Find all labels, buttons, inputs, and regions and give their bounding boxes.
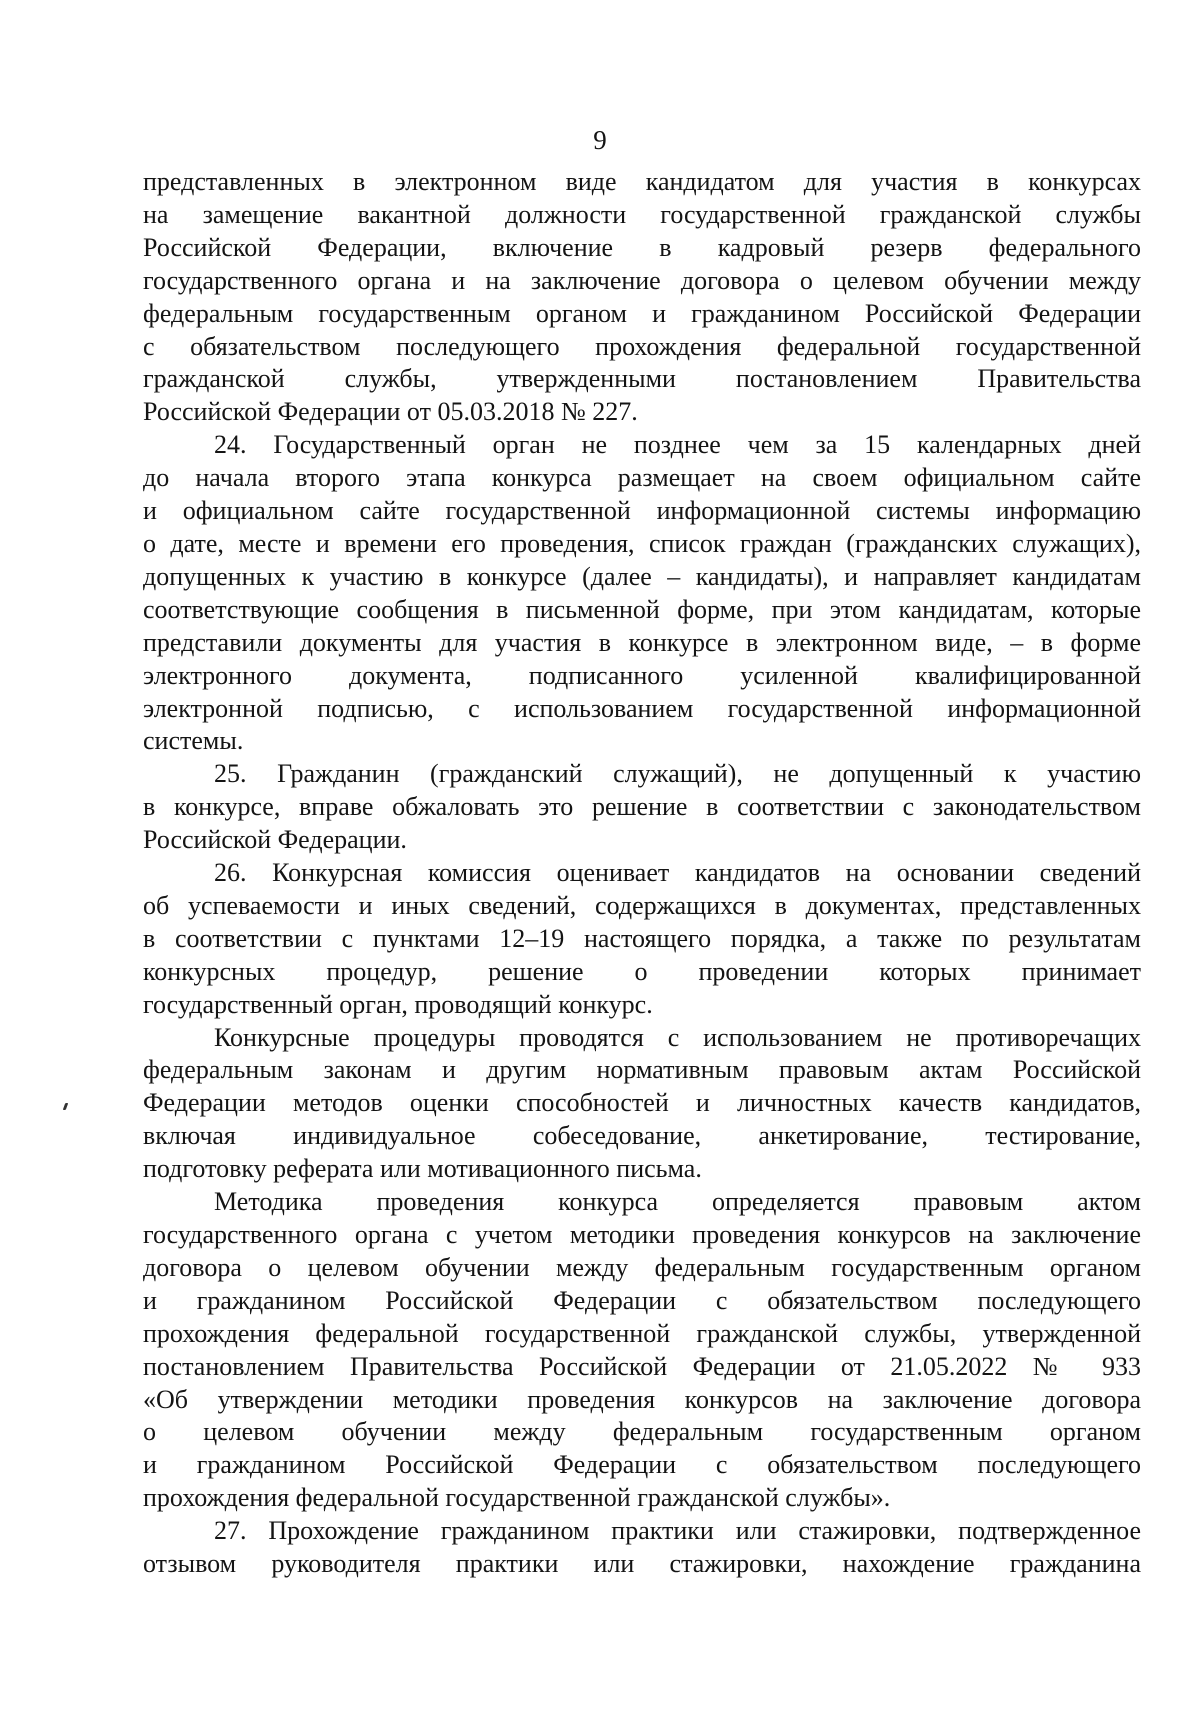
text-line: включая индивидуальное собеседование, анкетирование, тестирование, [143, 1121, 1141, 1151]
paragraph [143, 758, 1141, 857]
paragraph [143, 857, 1141, 1022]
text-line: Методика проведения конкурса определяется правовым актом [214, 1187, 1141, 1217]
text-line: федеральным государственным органом и гражданином Российской Федерации [143, 298, 1141, 328]
text-line: допущенных к участию в конкурсе (далее – кандидаты), и направляет кандидатам [143, 561, 1141, 591]
text-line: Федерации методов оценки способностей и личностных качеств кандидатов, [143, 1088, 1141, 1118]
text-line: 25. Гражданин (гражданский служащий), не допущенный к участию [214, 759, 1141, 789]
text-line: прохождения федеральной государственной гражданской службы». [143, 1483, 891, 1513]
text-line: и официальном сайте государственной информационной системы информацию [143, 496, 1141, 526]
text-line: до начала второго этапа конкурса размещает на своем официальном сайте [143, 463, 1141, 493]
text-line: прохождения федеральной государственной гражданской службы, утвержденной [143, 1318, 1141, 1348]
page-number: 9 [593, 125, 607, 155]
text-line: государственного органа с учетом методики проведения конкурсов на заключение [143, 1220, 1141, 1249]
text-line: электронного документа, подписанного усиленной квалифицированной [143, 660, 1141, 690]
text-line: постановлением Правительства Российской Федерации от 21.05.2022 № 933 [143, 1351, 1141, 1381]
text-line: в соответствии с пунктами 12–19 настоящего порядка, а также по результатам [143, 923, 1141, 953]
text-line: системы. [143, 726, 244, 756]
text-line: об успеваемости и иных сведений, содержащихся в документах, представленных [143, 890, 1141, 920]
text-line: на замещение вакантной должности государственной гражданской службы [143, 199, 1141, 229]
paragraph [143, 429, 1141, 758]
paragraph [143, 1515, 1141, 1581]
text-line: государственный орган, проводящий конкурс. [143, 989, 653, 1019]
text-line: Конкурсные процедуры проводятся с использованием не противоречащих [214, 1022, 1141, 1052]
text-line: Российской Федерации. [143, 825, 407, 855]
text-line: конкурсных процедур, решение о проведении которых принимает [143, 956, 1141, 986]
text-line: электронной подписью, с использованием государственной информационной [143, 693, 1141, 723]
text-line: представленных в электронном виде кандидатом для участия в конкурсах [143, 167, 1141, 196]
text-line: 24. Государственный орган не позднее чем за 15 календарных дней [214, 430, 1141, 460]
text-line: и гражданином Российской Федерации с обязательством последующего [143, 1285, 1141, 1315]
text-line: федеральным законам и другим нормативным правовым актам Российской [143, 1055, 1141, 1085]
document-body [143, 166, 1141, 1581]
paragraph [143, 1022, 1141, 1187]
text-line: представили документы для участия в конкурсе в электронном виде, – в форме [143, 627, 1141, 657]
text-line: гражданской службы, утвержденными постановлением Правительства [143, 364, 1141, 394]
scan-speck [63, 1103, 69, 1110]
text-line: государственного органа и на заключение договора о целевом обучении между [143, 265, 1141, 295]
text-line: договора о целевом обучении между федеральным государственным органом [143, 1252, 1141, 1282]
text-line: соответствующие сообщения в письменной форме, при этом кандидатам, которые [143, 594, 1141, 624]
paragraph [143, 166, 1141, 429]
text-line: Российской Федерации от 05.03.2018 № 227. [143, 397, 638, 427]
text-line: 26. Конкурсная комиссия оценивает кандидатов на основании сведений [214, 858, 1141, 888]
text-line: в конкурсе, вправе обжаловать это решение в соответствии с законодательством [143, 792, 1141, 822]
text-line: о дате, месте и времени его проведения, список граждан (гражданских служащих), [143, 528, 1141, 558]
text-line: «Об утверждении методики проведения конкурсов на заключение договора [143, 1384, 1141, 1414]
text-line: подготовку реферата или мотивационного письма. [143, 1154, 702, 1184]
text-line: с обязательством последующего прохождения федеральной государственной [143, 331, 1141, 361]
text-line: и гражданином Российской Федерации с обязательством последующего [143, 1450, 1141, 1480]
text-line: 27. Прохождение гражданином практики или стажировки, подтвержденное [214, 1516, 1141, 1546]
paragraph [143, 1186, 1141, 1515]
text-line: Российской Федерации, включение в кадровый резерв федерального [143, 232, 1141, 262]
text-line: отзывом руководителя практики или стажировки, нахождение гражданина [143, 1549, 1141, 1579]
text-line: о целевом обучении между федеральным государственным органом [143, 1417, 1141, 1447]
